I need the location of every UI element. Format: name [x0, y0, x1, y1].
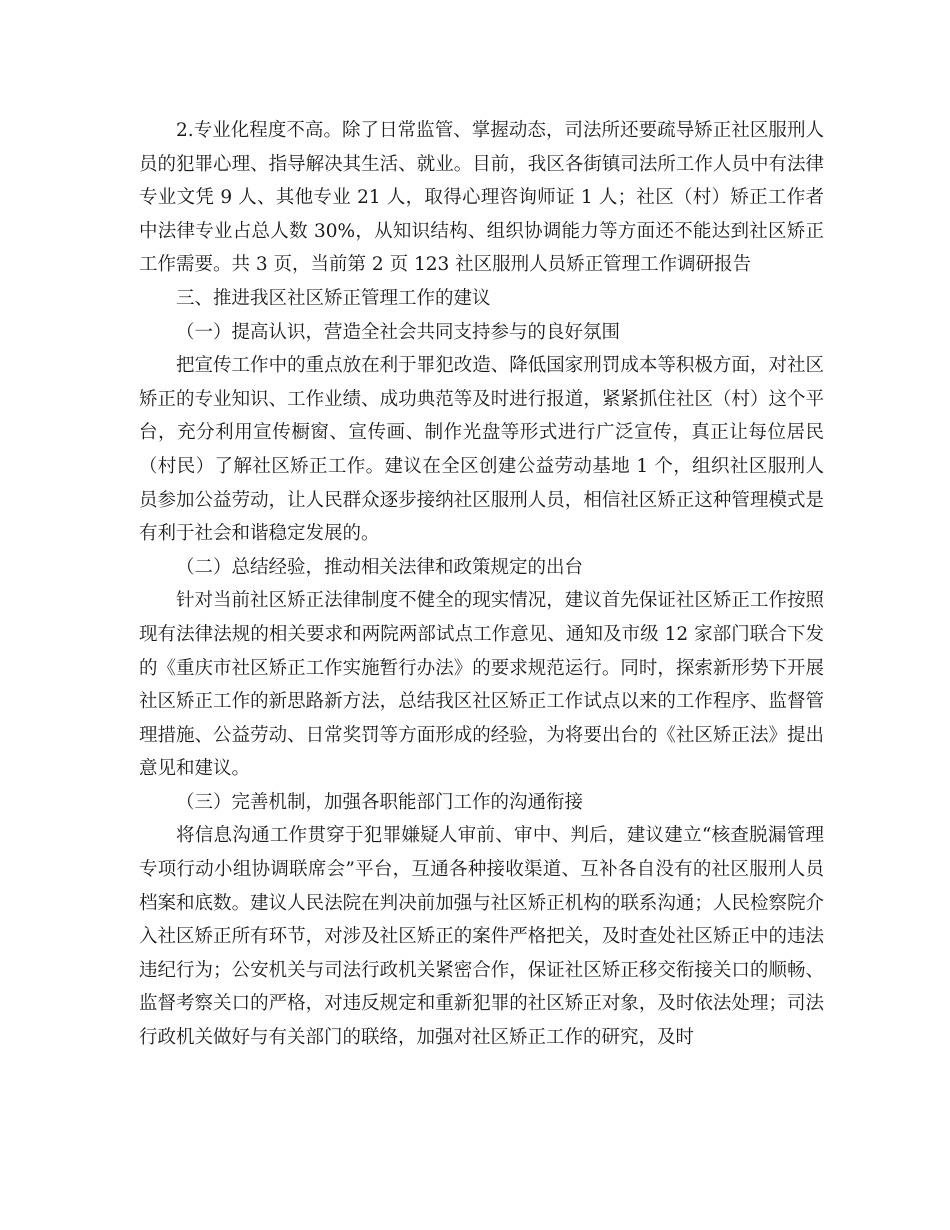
subheading-raise-awareness: （一）提高认识，营造全社会共同支持参与的良好氛围 [176, 321, 621, 343]
section-heading-recommendations: 三、推进我区社区矫正管理工作的建议 [176, 287, 491, 309]
subheading-summarize-experience: （二）总结经验，推动相关法律和政策规定的出台 [176, 556, 584, 578]
subheading-improve-mechanism: （三）完善机制，加强各职能部门工作的沟通衔接 [176, 791, 584, 813]
document-body [139, 114, 824, 1055]
paragraph-information-sharing: 将信息沟通工作贯穿于犯罪嫌疑人审前、审中、判后，建议建立“核查脱漏管理专项行动小组协调联席会”平台，互通各种接收渠道、互补各自没有的社区服刑人员档案和底数。建议人民法院在判决前加强与社区矫正机构的联系沟通；人民检察院介入社区矫正所有环节，对涉及社区矫正的案件严格把关，及时查处社区矫正中的违法违纪行为；公安机关与司法行政机关紧密合作，保证社区矫正移交衔接关口的顺畅、监督考察关口的严格，对违反规定和重新犯罪的社区矫正对象，及时依法处理；司法行政机关做好与有关部门的联络，加强对社区矫正工作的研究，及时 [139, 825, 824, 1049]
paragraph-professionalism: 2.专业化程度不高。除了日常监管、掌握动态，司法所还要疏导矫正社区服刑人员的犯罪心理、指导解决其生活、就业。目前，我区各街镇司法所工作人员中有法律专业文凭 9 人、其他专业 21 人，取得心理咨询师证 1 人；社区（村）矫正工作者中法律专业占总人数 30%，从知识结构、组织协调能力等方面还不能达到社区矫正工作需要。共 3 页，当前第 2 页 123 社区服刑人员矫正管理工作调研报告 [139, 120, 824, 276]
paragraph-legal-framework: 针对当前社区矫正法律制度不健全的现实情况，建议首先保证社区矫正工作按照现有法律法规的相关要求和两院两部试点工作意见、通知及市级 12 家部门联合下发的《重庆市社区矫正工作实施暂行办法》的要求规范运行。同时，探索新形势下开展社区矫正工作的新思路新方法，总结我区社区矫正工作试点以来的工作程序、监督管理措施、公益劳动、日常奖罚等方面形成的经验，为将要出台的《社区矫正法》提出意见和建议。 [139, 590, 824, 780]
paragraph-publicity: 把宣传工作中的重点放在利于罪犯改造、降低国家刑罚成本等积极方面，对社区矫正的专业知识、工作业绩、成功典范等及时进行报道，紧紧抓住社区（村）这个平台，充分利用宣传橱窗、宣传画、制作光盘等形式进行广泛宣传，真正让每位居民（村民）了解社区矫正工作。建议在全区创建公益劳动基地 1 个，组织社区服刑人员参加公益劳动，让人民群众逐步接纳社区服刑人员，相信社区矫正这种管理模式是有利于社会和谐稳定发展的。 [139, 355, 824, 545]
